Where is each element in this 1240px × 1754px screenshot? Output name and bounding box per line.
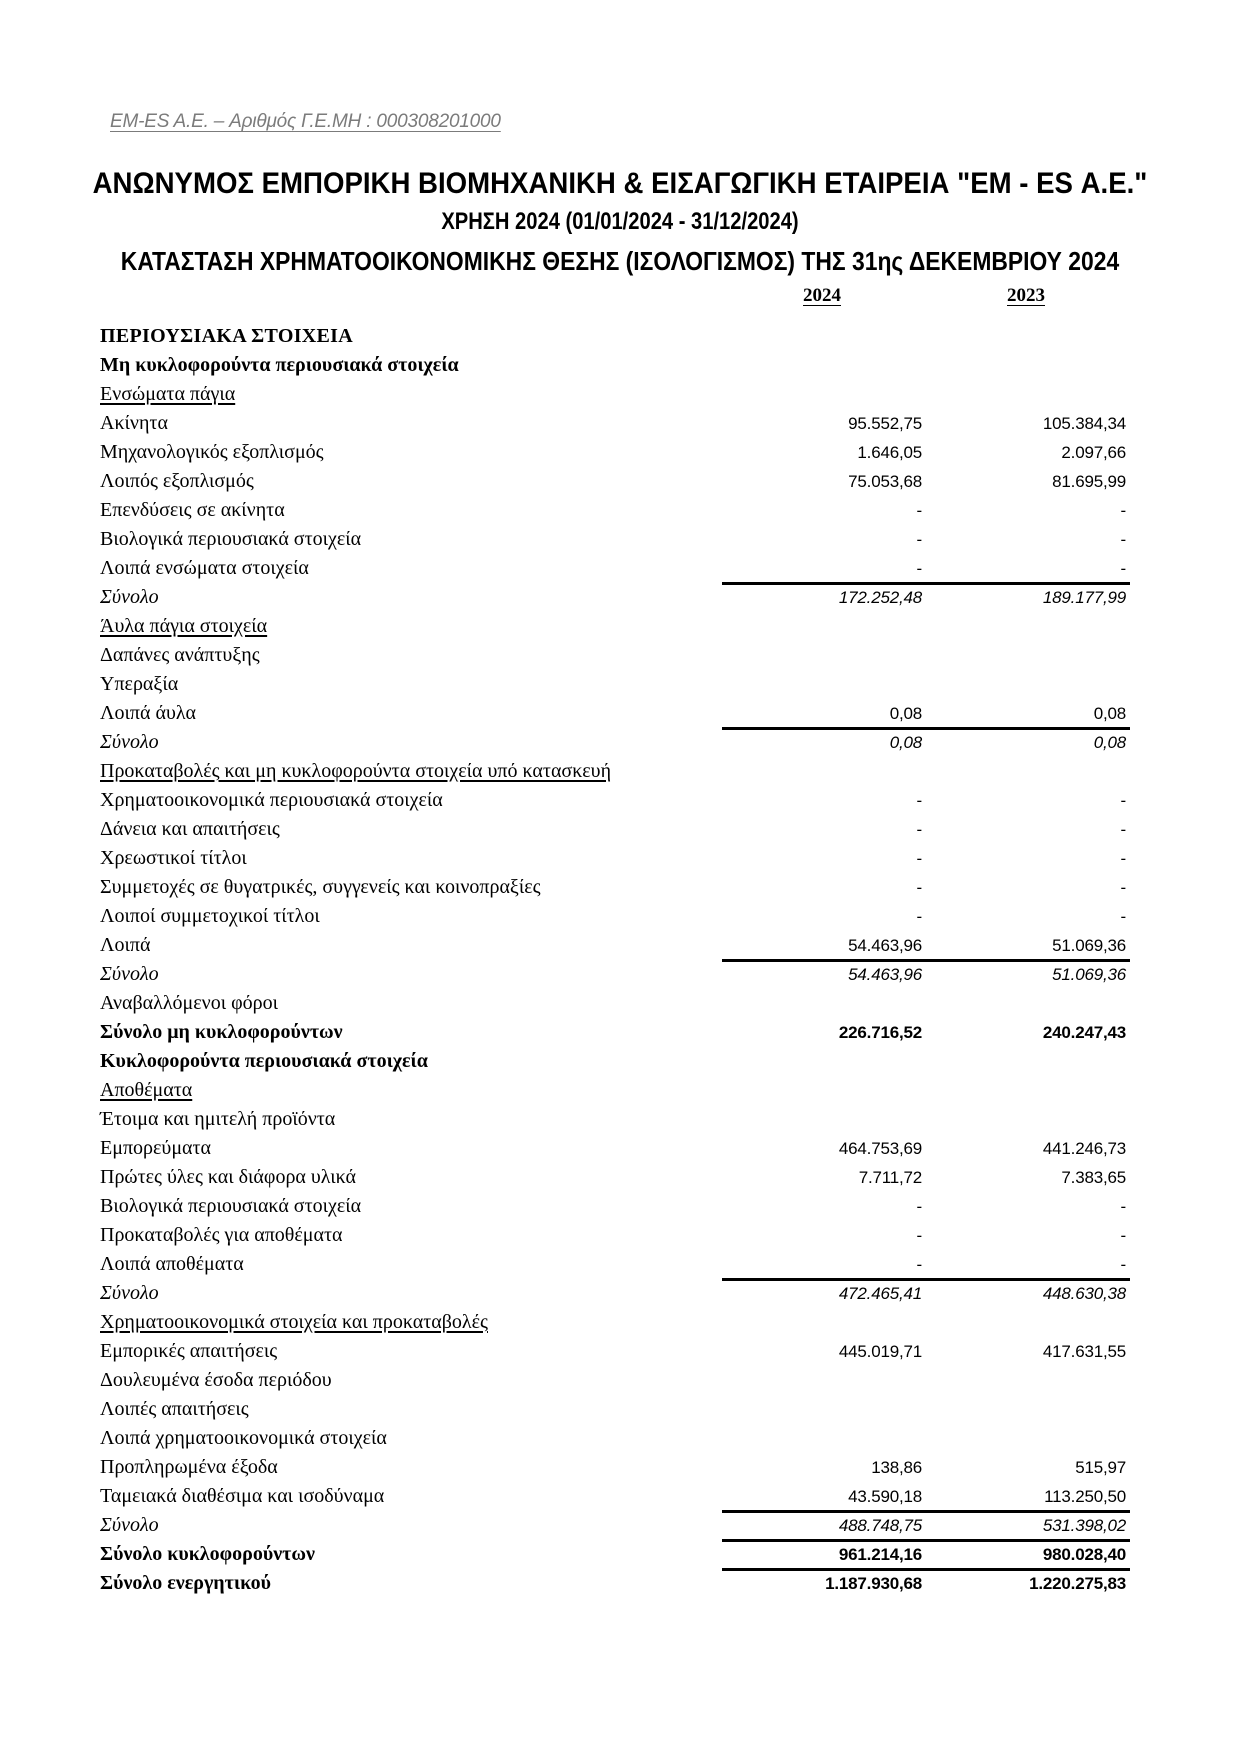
value-2023 xyxy=(926,1047,1126,1076)
row-label: Δουλευμένα έσοδα περιόδου xyxy=(100,1369,332,1391)
row-label: Λοιπές απαιτήσεις xyxy=(100,1398,249,1420)
value-2024: - xyxy=(916,559,922,578)
value-2024: 472.465,41 xyxy=(838,1284,922,1303)
row-label: Σύνολο μη κυκλοφορούντων xyxy=(100,1021,343,1043)
table-row xyxy=(0,1569,1240,1598)
row-label: Λοιπός εξοπλισμός xyxy=(100,470,254,492)
row-label: Σύνολο xyxy=(100,1282,159,1304)
value-2024: 75.053,68 xyxy=(848,472,922,491)
table-row xyxy=(0,612,1240,641)
row-label: Αποθέματα xyxy=(100,1079,193,1101)
value-2024: 961.214,16 xyxy=(838,1545,922,1564)
value-2023 xyxy=(926,1308,1126,1337)
row-label: Δαπάνες ανάπτυξης xyxy=(100,644,260,666)
value-2023: 531.398,02 xyxy=(1042,1516,1126,1535)
row-label: Δάνεια και απαιτήσεις xyxy=(100,818,280,840)
value-2023 xyxy=(926,380,1126,409)
table-row xyxy=(0,1018,1240,1047)
row-label: Σύνολο κυκλοφορούντων xyxy=(100,1543,315,1565)
value-2024: 0,08 xyxy=(889,733,922,752)
value-2023: 515,97 xyxy=(1075,1458,1126,1477)
balance-sheet-table xyxy=(0,322,1240,1598)
row-label: Συμμετοχές σε θυγατρικές, συγγενείς και κοινοπραξίες xyxy=(100,876,541,898)
value-2023: 81.695,99 xyxy=(1052,472,1126,491)
value-2024: 1.646,05 xyxy=(857,443,922,462)
table-row xyxy=(0,322,1240,351)
value-2023: - xyxy=(1120,1197,1126,1216)
value-2023: - xyxy=(1120,791,1126,810)
row-label: Χρηματοοικονομικά στοιχεία και προκαταβολές xyxy=(100,1311,488,1333)
value-2023: - xyxy=(1120,1255,1126,1274)
value-2024 xyxy=(722,757,922,786)
table-row xyxy=(0,670,1240,699)
value-2023: 113.250,50 xyxy=(1044,1487,1126,1506)
value-2024 xyxy=(722,380,922,409)
value-2023: 240.247,43 xyxy=(1042,1023,1126,1042)
row-label: Λοιπά xyxy=(100,934,151,956)
value-2023: 980.028,40 xyxy=(1042,1545,1126,1564)
value-2024 xyxy=(722,641,922,670)
row-label: Προπληρωμένα έξοδα xyxy=(100,1456,278,1478)
value-2024: 0,08 xyxy=(889,704,922,723)
value-2024: 138,86 xyxy=(871,1458,922,1477)
value-2024: 7.711,72 xyxy=(858,1168,922,1187)
table-row xyxy=(0,438,1240,467)
fiscal-year-line: ΧΡΗΣΗ 2024 (01/01/2024 - 31/12/2024) xyxy=(441,208,799,235)
table-row xyxy=(0,757,1240,786)
table-row xyxy=(0,728,1240,757)
row-label: Προκαταβολές και μη κυκλοφορούντα στοιχεία υπό κατασκευή xyxy=(100,760,612,782)
table-row xyxy=(0,1540,1240,1569)
row-label: Αναβαλλόμενοι φόροι xyxy=(100,992,278,1014)
column-header-2024 xyxy=(722,285,922,307)
value-2023: 441.246,73 xyxy=(1042,1139,1126,1158)
table-row xyxy=(0,1395,1240,1424)
row-label: Πρώτες ύλες και διάφορα υλικά xyxy=(100,1166,357,1188)
value-2023 xyxy=(926,1395,1126,1424)
table-row xyxy=(0,1424,1240,1453)
value-2024: - xyxy=(916,791,922,810)
table-row xyxy=(0,1482,1240,1511)
value-2023: - xyxy=(1120,1226,1126,1245)
table-row xyxy=(0,902,1240,931)
table-row xyxy=(0,1279,1240,1308)
value-2024 xyxy=(722,1076,922,1105)
value-2024: - xyxy=(916,878,922,897)
company-title: ΑΝΩΝΥΜΟΣ ΕΜΠΟΡΙΚΗ ΒΙΟΜΗΧΑΝΙΚΗ & ΕΙΣΑΓΩΓΙΚΗ ΕΤΑΙΡΕΙΑ "ΕΜ - ES Α.Ε." xyxy=(92,167,1148,200)
column-header-2023 xyxy=(926,285,1126,307)
value-2024: - xyxy=(916,820,922,839)
table-row xyxy=(0,496,1240,525)
value-2023 xyxy=(926,1366,1126,1395)
row-label: Προκαταβολές για αποθέματα xyxy=(100,1224,343,1246)
table-row xyxy=(0,1134,1240,1163)
value-2023 xyxy=(926,1105,1126,1134)
table-row xyxy=(0,380,1240,409)
table-row xyxy=(0,1076,1240,1105)
row-label: Ταμειακά διαθέσιμα και ισοδύναμα xyxy=(100,1485,385,1507)
table-row xyxy=(0,1221,1240,1250)
value-2024 xyxy=(722,612,922,641)
row-label: Λοιπά χρηματοοικονομικά στοιχεία xyxy=(100,1427,387,1449)
value-2023: 51.069,36 xyxy=(1052,936,1126,955)
row-label: Εμπορικές απαιτήσεις xyxy=(100,1340,278,1362)
value-2024: 172.252,48 xyxy=(838,588,922,607)
value-2024: 488.748,75 xyxy=(838,1516,922,1535)
value-2024 xyxy=(722,989,922,1018)
table-row xyxy=(0,931,1240,960)
row-label: Έτοιμα και ημιτελή προϊόντα xyxy=(100,1108,336,1130)
value-2023 xyxy=(926,989,1126,1018)
value-2023: 417.631,55 xyxy=(1042,1342,1126,1361)
table-row xyxy=(0,699,1240,728)
row-label: Λοιπά ενσώματα στοιχεία xyxy=(100,557,309,579)
table-row xyxy=(0,1163,1240,1192)
row-label: ΠΕΡΙΟΥΣΙΑΚΑ ΣΤΟΙΧΕΙΑ xyxy=(100,325,353,347)
table-row xyxy=(0,989,1240,1018)
row-label: Βιολογικά περιουσιακά στοιχεία xyxy=(100,528,362,550)
statement-title: ΚΑΤΑΣΤΑΣΗ ΧΡΗΜΑΤΟΟΙΚΟΝΟΜΙΚΗΣ ΘΕΣΗΣ (ΙΣΟΛΟΓΙΣΜΟΣ) ΤΗΣ 31ης ΔΕΚΕΜΒΡΙΟΥ 2024 xyxy=(120,246,1120,276)
value-2024: - xyxy=(916,501,922,520)
row-label: Σύνολο xyxy=(100,731,159,753)
value-2024: - xyxy=(916,907,922,926)
table-row xyxy=(0,1105,1240,1134)
row-label: Σύνολο xyxy=(100,586,159,608)
value-2023: - xyxy=(1120,907,1126,926)
table-row xyxy=(0,351,1240,380)
table-row xyxy=(0,1453,1240,1482)
table-row xyxy=(0,1047,1240,1076)
row-label: Άυλα πάγια στοιχεία xyxy=(100,615,268,637)
value-2023: - xyxy=(1120,849,1126,868)
row-label: Υπεραξία xyxy=(100,673,179,695)
value-2024 xyxy=(722,1424,922,1453)
value-2024: 54.463,96 xyxy=(848,936,922,955)
value-2024: 1.187.930,68 xyxy=(825,1574,922,1593)
table-row xyxy=(0,960,1240,989)
table-row xyxy=(0,815,1240,844)
row-label: Σύνολο xyxy=(100,1514,159,1536)
row-label: Σύνολο ενεργητικού xyxy=(100,1572,271,1594)
value-2024 xyxy=(722,1308,922,1337)
value-2023 xyxy=(926,351,1126,380)
row-label: Ενσώματα πάγια xyxy=(100,383,236,405)
row-label: Εμπορεύματα xyxy=(100,1137,212,1159)
row-label: Λοιπά αποθέματα xyxy=(100,1253,244,1275)
value-2024: - xyxy=(916,849,922,868)
table-row xyxy=(0,786,1240,815)
row-label: Μηχανολογικός εξοπλισμός xyxy=(100,441,324,463)
value-2023: - xyxy=(1120,820,1126,839)
value-2024: - xyxy=(916,1255,922,1274)
value-2023 xyxy=(926,670,1126,699)
table-row xyxy=(0,1366,1240,1395)
row-label: Ακίνητα xyxy=(100,412,168,434)
table-row xyxy=(0,554,1240,583)
value-2024 xyxy=(722,670,922,699)
value-2024 xyxy=(722,1047,922,1076)
gemi-registry-line: EM-ES A.E. – Αριθμός Γ.Ε.ΜΗ : 000308201000 xyxy=(110,111,501,132)
value-2023 xyxy=(926,1424,1126,1453)
table-row xyxy=(0,1511,1240,1540)
table-row xyxy=(0,1337,1240,1366)
table-row xyxy=(0,641,1240,670)
value-2024 xyxy=(722,1105,922,1134)
row-label: Λοιπά άυλα xyxy=(100,702,197,724)
column-header-2023-label: 2023 xyxy=(1007,285,1045,306)
value-2024: 226.716,52 xyxy=(838,1023,922,1042)
row-label: Βιολογικά περιουσιακά στοιχεία xyxy=(100,1195,362,1217)
value-2023 xyxy=(926,641,1126,670)
row-label: Επενδύσεις σε ακίνητα xyxy=(100,499,285,521)
value-2024: 43.590,18 xyxy=(848,1487,922,1506)
table-row xyxy=(0,525,1240,554)
value-2023: 7.383,65 xyxy=(1061,1168,1126,1187)
value-2024: 95.552,75 xyxy=(848,414,922,433)
value-2024: - xyxy=(916,530,922,549)
value-2023: 2.097,66 xyxy=(1061,443,1126,462)
row-label: Κυκλοφορούντα περιουσιακά στοιχεία xyxy=(100,1050,428,1072)
value-2024: - xyxy=(916,1197,922,1216)
row-label: Λοιποί συμμετοχικοί τίτλοι xyxy=(100,905,320,927)
value-2024 xyxy=(722,1395,922,1424)
value-2023 xyxy=(926,612,1126,641)
table-row xyxy=(0,844,1240,873)
value-2023: - xyxy=(1120,559,1126,578)
value-2024 xyxy=(722,322,922,351)
table-row xyxy=(0,1250,1240,1279)
row-label: Σύνολο xyxy=(100,963,159,985)
table-row xyxy=(0,873,1240,902)
value-2023: 448.630,38 xyxy=(1042,1284,1126,1303)
row-label: Χρεωστικοί τίτλοι xyxy=(100,847,247,869)
column-header-2024-label: 2024 xyxy=(803,285,841,306)
value-2023: - xyxy=(1120,878,1126,897)
table-row xyxy=(0,409,1240,438)
value-2023: 51.069,36 xyxy=(1052,965,1126,984)
table-row xyxy=(0,1192,1240,1221)
table-row xyxy=(0,467,1240,496)
value-2023 xyxy=(926,322,1126,351)
value-2023: 1.220.275,83 xyxy=(1029,1574,1126,1593)
table-row xyxy=(0,583,1240,612)
row-label: Χρηματοοικονομικά περιουσιακά στοιχεία xyxy=(100,789,443,811)
value-2023: 189.177,99 xyxy=(1042,588,1126,607)
table-row xyxy=(0,1308,1240,1337)
value-2023: 0,08 xyxy=(1093,704,1126,723)
value-2024 xyxy=(722,1366,922,1395)
value-2024 xyxy=(722,351,922,380)
row-label: Μη κυκλοφορούντα περιουσιακά στοιχεία xyxy=(100,354,459,376)
value-2023: 105.384,34 xyxy=(1042,414,1126,433)
value-2024: 54.463,96 xyxy=(848,965,922,984)
value-2023 xyxy=(926,1076,1126,1105)
value-2023: - xyxy=(1120,501,1126,520)
value-2024: 464.753,69 xyxy=(838,1139,922,1158)
value-2024: - xyxy=(916,1226,922,1245)
value-2023 xyxy=(926,757,1126,786)
value-2023: 0,08 xyxy=(1093,733,1126,752)
value-2023: - xyxy=(1120,530,1126,549)
value-2024: 445.019,71 xyxy=(838,1342,922,1361)
